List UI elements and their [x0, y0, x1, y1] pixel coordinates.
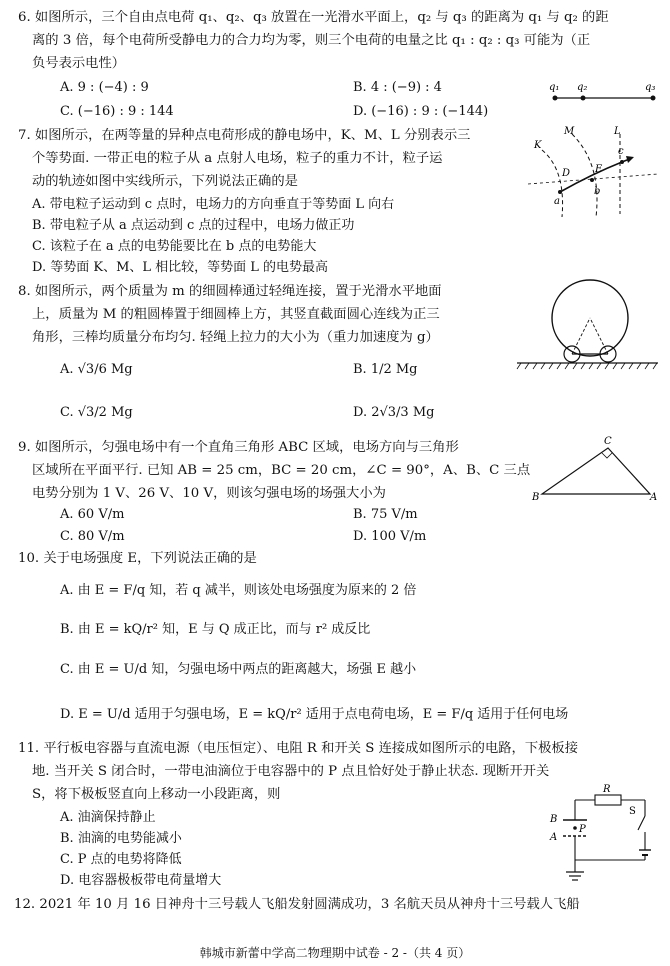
q7-label-b: b — [594, 186, 601, 197]
q9-option-a: A. 60 V/m — [60, 507, 125, 522]
q11-stem-line-1: 11. 平行板电容器与直流电源（电压恒定）、电阻 R 和开关 S 连接成如图所示的电路，下极板接 — [18, 741, 579, 756]
q7-option-c: C. 该粒子在 a 点的电势能要比在 b 点的电势能大 — [32, 239, 317, 254]
q8-stem-line-3: 角形，三棒均质量分布均匀. 轻绳上拉力的大小为（重力加速度为 g） — [32, 330, 439, 345]
q8-ground-hatch — [517, 363, 657, 369]
q10-option-c: C. 由 E = U/d 知，匀强电场中两点的距离越大，场强 E 越小 — [60, 662, 417, 677]
q9-triangle — [542, 448, 650, 494]
q7-point-c — [620, 160, 624, 164]
q6-charge-2 — [581, 96, 586, 101]
q6-charge-1 — [553, 96, 558, 101]
q10-stem: 10. 关于电场强度 E，下列说法正确的是 — [18, 551, 257, 566]
q7-label-a: a — [554, 196, 560, 207]
q7-label-m: M — [564, 126, 575, 137]
q10-option-d: D. E = U/d 适用于匀强电场，E = kQ/r² 适用于点电荷电场，E = F/q 适用于任何电场 — [60, 707, 569, 722]
q7-stem-line-3: 动的轨迹如图中实线所示，下列说法正确的是 — [32, 174, 298, 189]
q11-option-d: D. 电容器极板带电荷量增大 — [60, 873, 222, 888]
q9-triangle-figure — [530, 432, 660, 504]
q7-label-k: K — [534, 140, 542, 151]
q11-option-c: C. P 点的电势将降低 — [60, 852, 182, 867]
q11-resistor — [595, 795, 621, 805]
q7-label-c: c — [618, 146, 624, 157]
q6-label-q2: q₂ — [577, 82, 588, 93]
q6-charges-figure — [545, 78, 660, 108]
q9-label-b: B — [532, 492, 540, 503]
q7-label-d: D — [562, 168, 571, 179]
q11-label-s: S — [629, 806, 636, 817]
q8-rods-figure — [515, 276, 660, 372]
q7-point-b — [590, 178, 594, 182]
q6-stem-line-2: 离的 3 倍，每个电荷所受静电力的合力均为零，则三个电荷的电量之比 q₁ : q₂ : q₃ 可能为（正 — [32, 33, 591, 48]
q11-oil-drop — [573, 826, 577, 830]
q7-stem-line-2: 个等势面. 一带正电的粒子从 a 点射人电场，粒子的重力不计，粒子运 — [32, 151, 443, 166]
q7-equipotential-figure — [522, 122, 662, 217]
q7-label-l: L — [614, 126, 621, 137]
q8-center-line-right — [590, 318, 608, 354]
q8-center-line-left — [572, 318, 590, 354]
q6-option-a: A. 9 : (−4) : 9 — [60, 80, 149, 95]
q7-option-d: D. 等势面 K、M、L 相比较，等势面 L 的电势最高 — [32, 260, 329, 275]
q6-option-b: B. 4 : (−9) : 4 — [353, 80, 442, 95]
q9-label-a: A — [650, 492, 658, 503]
q6-label-q3: q₃ — [645, 82, 656, 93]
q7-point-a — [558, 190, 562, 194]
q8-option-d: D. 2√3/3 Mg — [353, 405, 435, 420]
q7-option-b: B. 带电粒子从 a 点运动到 c 点的过程中，电场力做正功 — [32, 218, 355, 233]
q9-stem-line-3: 电势分别为 1 V、26 V、10 V，则该匀强电场的场强大小为 — [32, 486, 386, 501]
q7-stem-line-1: 7. 如图所示，在两等量的异种点电荷形成的静电场中，K、M、L 分别表示三 — [18, 128, 471, 143]
q11-label-a: A — [550, 832, 558, 843]
q6-option-d: D. (−16) : 9 : (−144) — [353, 104, 489, 119]
page-footer: 韩城市新蕾中学高二物理期中试卷 - 2 -（共 4 页） — [199, 946, 471, 960]
q11-label-b: B — [550, 814, 558, 825]
q11-label-r: R — [603, 784, 611, 795]
q9-option-d: D. 100 V/m — [353, 529, 427, 544]
q11-stem-line-2: 地. 当开关 S 闭合时，一带电油滴位于电容器中的 P 点且恰好处于静止状态. 现断开开关 — [32, 764, 550, 779]
q8-option-b: B. 1/2 Mg — [353, 362, 418, 377]
q11-option-b: B. 油滴的电势能减小 — [60, 831, 182, 846]
q7-trajectory-arrow — [626, 156, 634, 163]
q11-circuit-figure — [545, 782, 660, 892]
q9-label-c: C — [604, 436, 612, 447]
q9-stem-line-1: 9. 如图所示，匀强电场中有一个直角三角形 ABC 区域，电场方向与三角形 — [18, 440, 459, 455]
q11-stem-line-3: S，将下极板竖直向上移动一小段距离，则 — [32, 787, 281, 802]
q11-option-a: A. 油滴保持静止 — [60, 810, 156, 825]
q9-option-c: C. 80 V/m — [60, 529, 125, 544]
q7-option-a: A. 带电粒子运动到 c 点时，电场力的方向垂直于等势面 L 向右 — [32, 197, 395, 212]
q6-stem-line-1: 6. 如图所示，三个自由点电荷 q₁、q₂、q₃ 放置在一光滑水平面上，q₂ 与 q₃ 的距离为 q₁ 与 q₂ 的距 — [18, 10, 609, 25]
q6-stem-line-3: 负号表示电性） — [32, 56, 126, 71]
q8-option-c: C. √3/2 Mg — [60, 405, 133, 420]
q11-switch — [638, 816, 645, 830]
q7-label-e: E — [595, 164, 603, 175]
q9-stem-line-2: 区域所在平面平行. 已知 AB = 25 cm，BC = 20 cm，∠C = 90°，A、B、C 三点 — [32, 463, 531, 478]
q8-stem-line-1: 8. 如图所示，两个质量为 m 的细圆棒通过轻绳连接，置于光滑水平地面 — [18, 284, 442, 299]
q11-label-p: P — [579, 824, 586, 835]
q8-option-a: A. √3/6 Mg — [60, 362, 133, 377]
q6-charge-3 — [651, 96, 656, 101]
q12-stem: 12. 2021 年 10 月 16 日神舟十三号载人飞船发射圆满成功，3 名航天员从神舟十三号载人飞船 — [14, 897, 580, 912]
q6-option-c: C. (−16) : 9 : 144 — [60, 104, 174, 119]
q9-right-angle-mark — [602, 453, 612, 458]
q10-option-a: A. 由 E = F/q 知，若 q 减半，则该处电场强度为原来的 2 倍 — [60, 583, 417, 598]
q9-option-b: B. 75 V/m — [353, 507, 418, 522]
q6-label-q1: q₁ — [549, 82, 560, 93]
q10-option-b: B. 由 E = kQ/r² 知，E 与 Q 成正比，而与 r² 成反比 — [60, 622, 371, 637]
q8-stem-line-2: 上，质量为 M 的粗圆棒置于细圆棒上方，其竖直截面圆心连线为正三 — [32, 307, 440, 322]
